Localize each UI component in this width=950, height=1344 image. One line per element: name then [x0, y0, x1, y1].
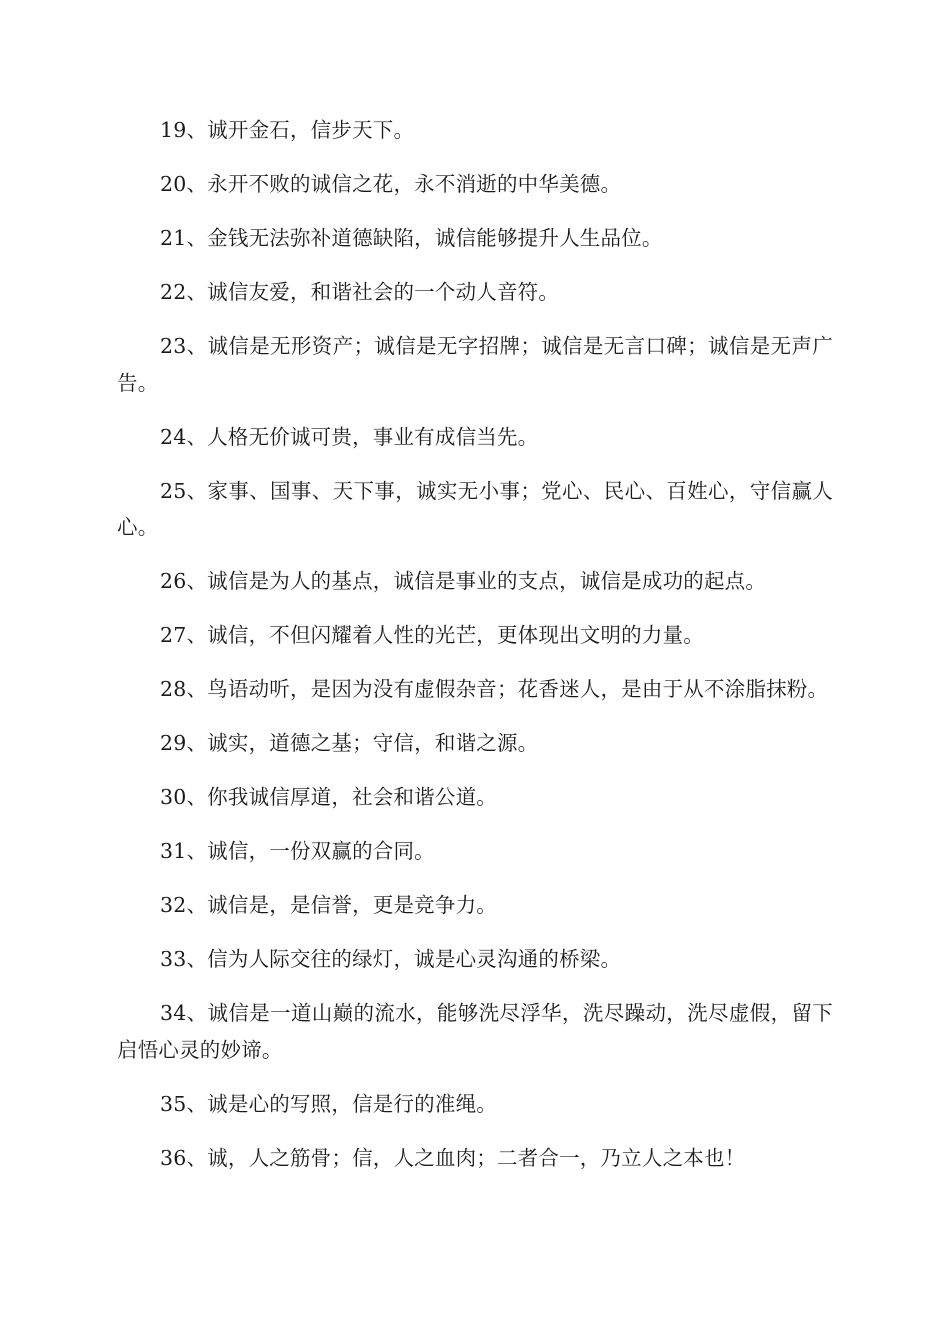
paragraph-22: 22、诚信友爱，和谐社会的一个动人音符。	[160, 280, 560, 304]
paragraph-19: 19、诚开金石，信步天下。	[160, 118, 415, 142]
paragraph-27: 27、诚信，不但闪耀着人性的光芒，更体现出文明的力量。	[160, 623, 704, 647]
paragraph-26: 26、诚信是为人的基点，诚信是事业的支点，诚信是成功的起点。	[160, 569, 767, 593]
paragraph-25: 25、家事、国事、天下事，诚实无小事；党心、民心、百姓心，守信赢人心。	[117, 478, 833, 539]
paragraph-24: 24、人格无价诚可贵，事业有成信当先。	[160, 424, 539, 449]
paragraph-30: 30、你我诚信厚道，社会和谐公道。	[160, 785, 497, 809]
paragraph-35: 35、诚是心的写照，信是行的准绳。	[160, 1091, 497, 1116]
paragraph-29: 29、诚实，道德之基；守信，和谐之源。	[160, 731, 539, 755]
paragraph-33: 33、信为人际交往的绿灯，诚是心灵沟通的桥梁。	[160, 947, 622, 971]
paragraph-21: 21、金钱无法弥补道德缺陷，诚信能够提升人生品位。	[160, 226, 663, 250]
paragraph-34: 34、诚信是一道山巅的流水，能够洗尽浮华，洗尽躁动，洗尽虚假，留下启悟心灵的妙谛。	[117, 1001, 833, 1062]
paragraph-31: 31、诚信，一份双赢的合同。	[160, 839, 435, 863]
paragraph-20: 20、永开不败的诚信之花，永不消逝的中华美德。	[160, 172, 622, 196]
paragraph-23: 23、诚信是无形资产；诚信是无字招牌；诚信是无言口碑；诚信是无声广告。	[117, 334, 833, 395]
paragraph-28: 28、鸟语动听，是因为没有虚假杂音；花香迷人，是由于从不涂脂抹粉。	[160, 677, 829, 701]
paragraph-36: 36、诚，人之筋骨；信，人之血肉；二者合一，乃立人之本也！	[160, 1145, 746, 1170]
paragraph-32: 32、诚信是，是信誉，更是竞争力。	[160, 893, 497, 917]
document-body	[117, 112, 833, 1194]
